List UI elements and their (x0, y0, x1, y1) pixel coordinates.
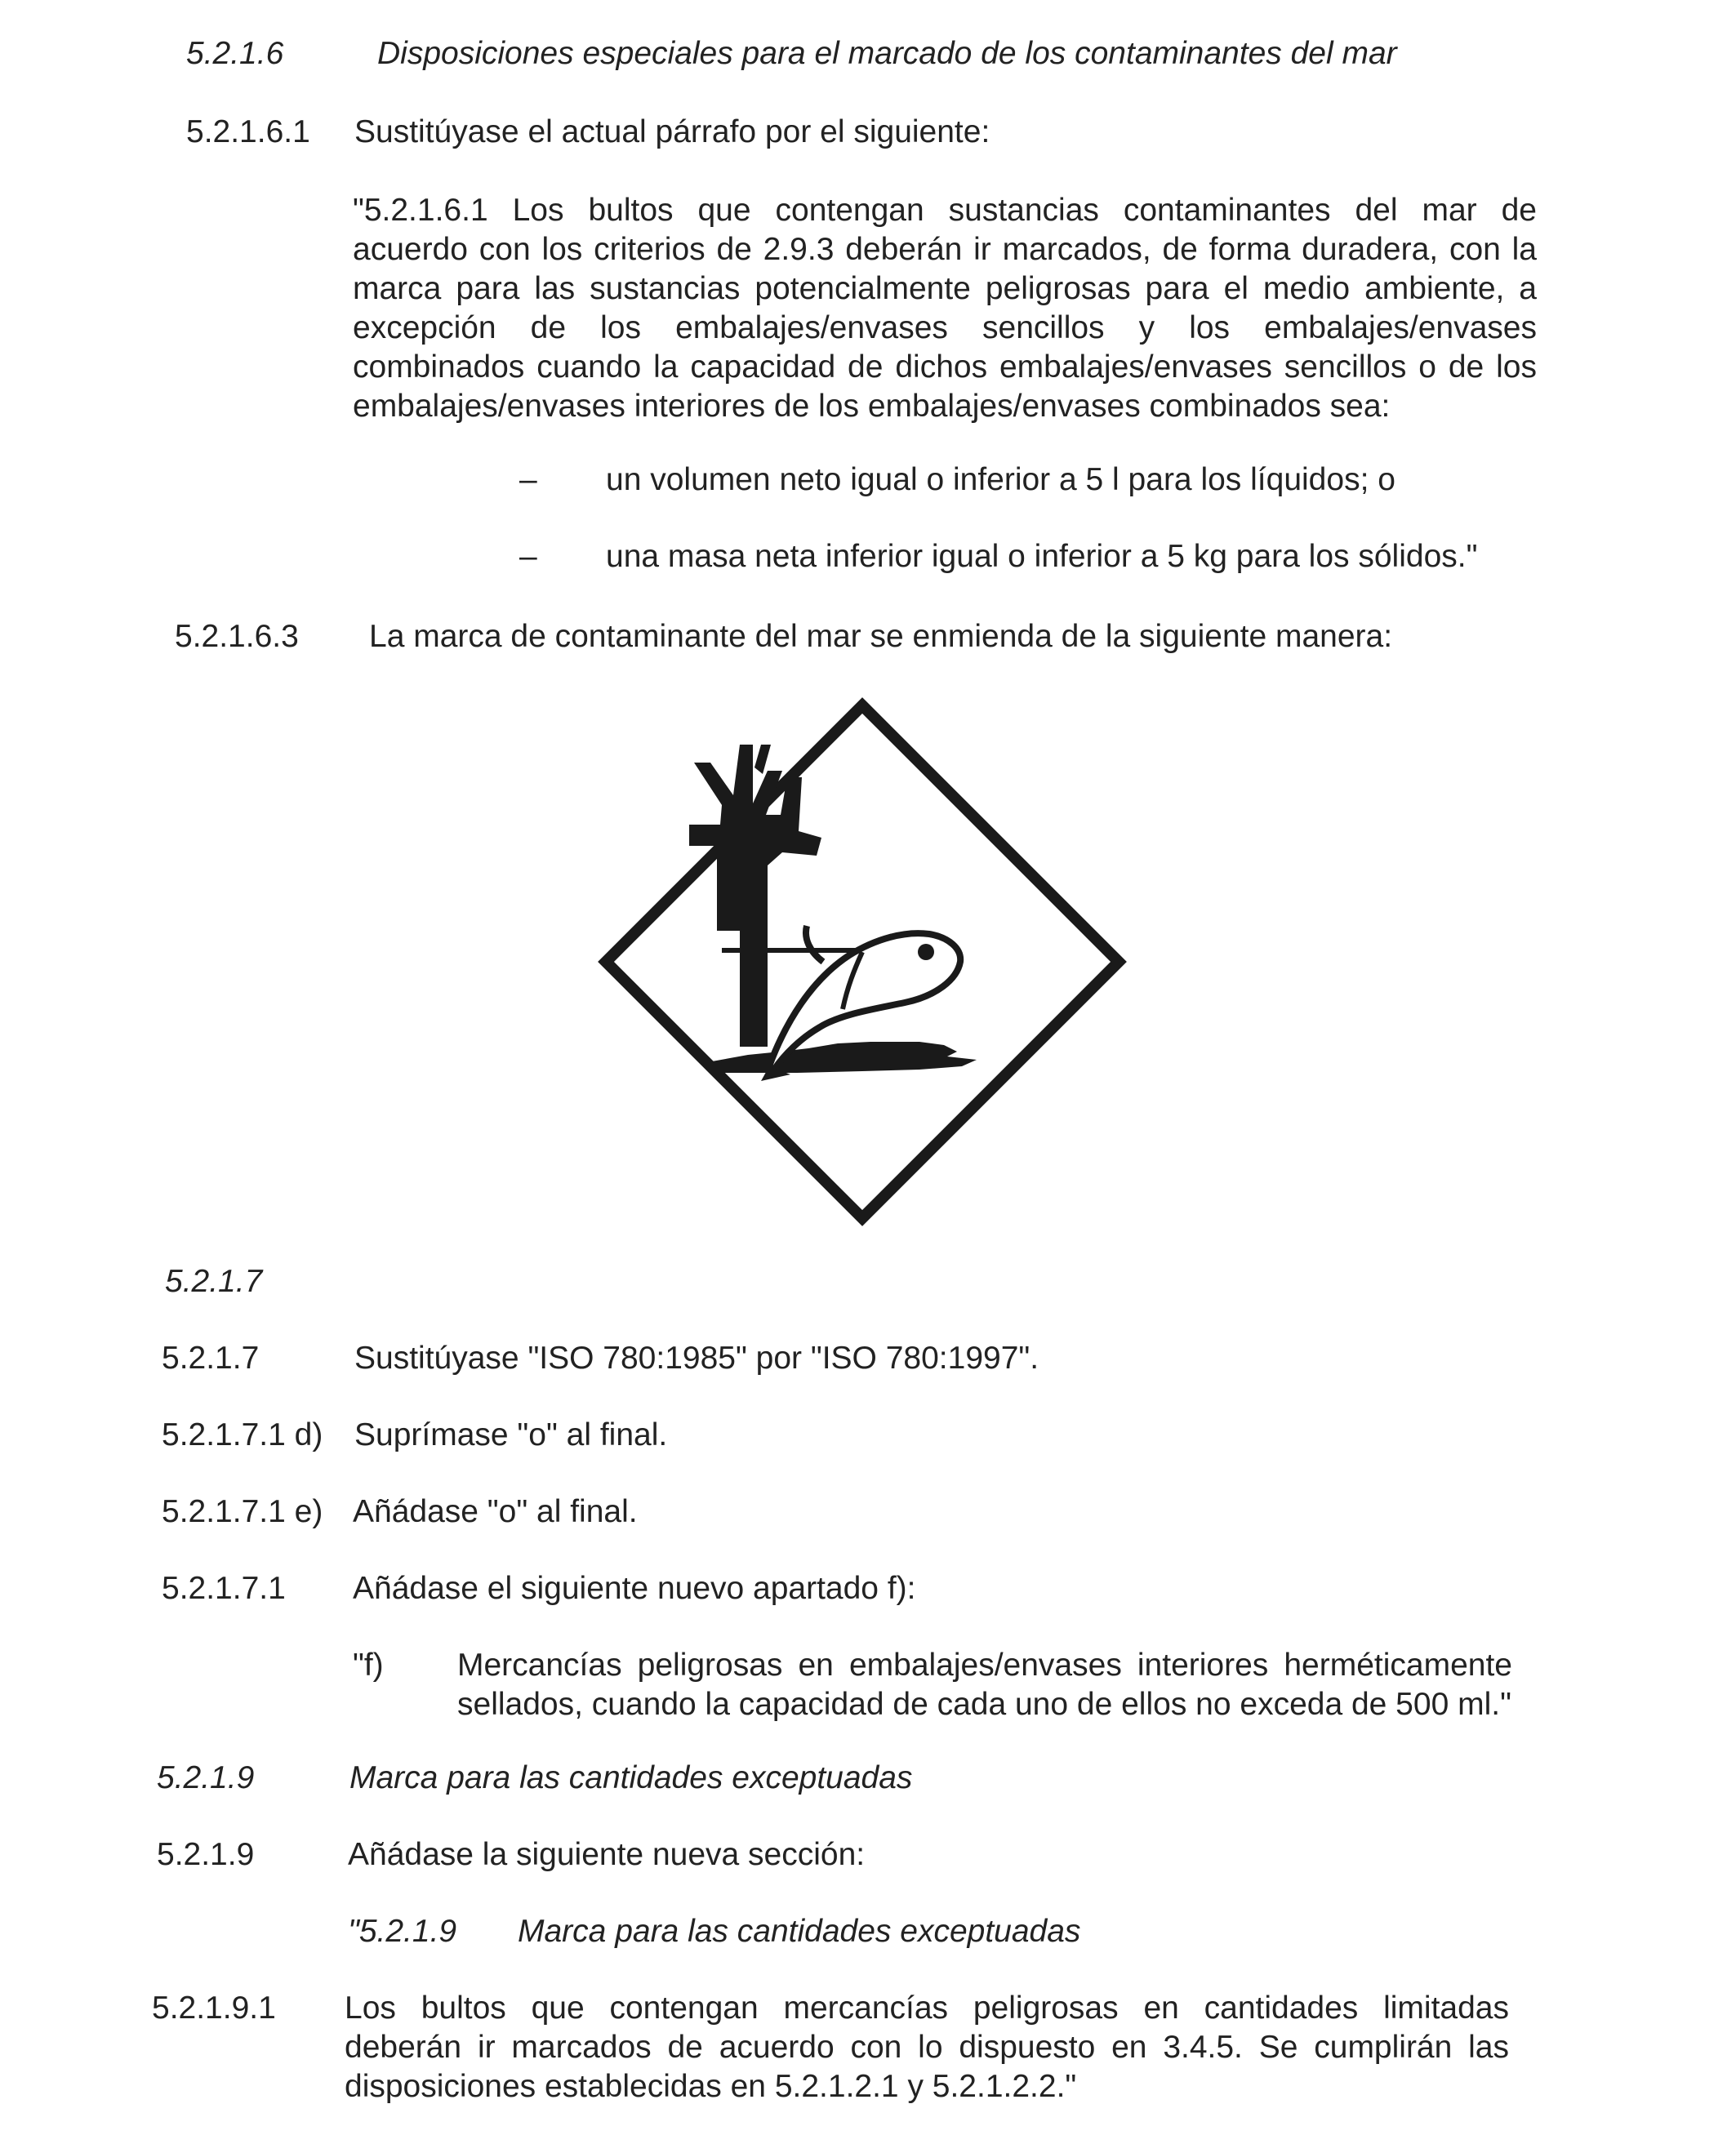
section-title-5-2-1-6: Disposiciones especiales para el marcado de los contaminantes del mar (377, 36, 1397, 71)
instruction-text: La marca de contaminante del mar se enmienda de la siguiente manera: (369, 619, 1393, 654)
dash-bullet: – (519, 539, 537, 574)
section-number-5-2-1-7-1-d: 5.2.1.7.1 d) (162, 1417, 323, 1452)
instruction-text: Sustitúyase "ISO 780:1985" por "ISO 780:1997". (354, 1341, 1039, 1376)
quote-line: excepción de los embalajes/envases sencillos y los embalajes/envases (353, 310, 1537, 345)
quote-line: acuerdo con los criterios de 2.9.3 deberán ir marcados, de forma duradera, con la (353, 232, 1537, 267)
section-number-5-2-1-6: 5.2.1.6 (186, 36, 284, 71)
section-number-5-2-1-6-1: 5.2.1.6.1 (186, 114, 310, 149)
item-label-f: "f) (353, 1648, 384, 1683)
quoted-section-title: Marca para las cantidades exceptuadas (518, 1914, 1081, 1949)
paragraph-line: Los bultos que contengan mercancías peligrosas en cantidades limitadas (345, 1991, 1509, 2026)
quote-line: combinados cuando la capacidad de dichos embalajes/envases sencillos o de los (353, 349, 1537, 385)
section-number-5-2-1-7-heading: 5.2.1.7 (165, 1264, 263, 1299)
paragraph-line: disposiciones establecidas en 5.2.1.2.1 y 5.2.1.2.2." (345, 2069, 1077, 2104)
quoted-paragraph (353, 191, 1537, 426)
dash-bullet: – (519, 462, 537, 497)
quoted-section-number: "5.2.1.9 (348, 1914, 457, 1949)
instruction-text: Sustitúyase el actual párrafo por el siguiente: (354, 114, 990, 149)
bullet-item: una masa neta inferior igual o inferior a 5 kg para los sólidos." (606, 539, 1478, 574)
quote-line: "5.2.1.6.1 Los bultos que contengan sustancias contaminantes del mar de (353, 193, 1537, 228)
section-number-5-2-1-7: 5.2.1.7 (162, 1341, 260, 1376)
section-number-5-2-1-7-1: 5.2.1.7.1 (162, 1571, 286, 1606)
item-f-text (457, 1646, 1512, 1724)
section-number-5-2-1-7-1-e: 5.2.1.7.1 e) (162, 1494, 323, 1529)
quote-line: embalajes/envases interiores de los embalajes/envases combinados sea: (353, 389, 1391, 424)
marine-pollutant-mark-icon (593, 692, 1132, 1231)
instruction-text: Suprímase "o" al final. (354, 1417, 668, 1452)
section-title-5-2-1-9: Marca para las cantidades exceptuadas (349, 1760, 913, 1795)
section-number-5-2-1-9-1: 5.2.1.9.1 (152, 1991, 276, 2026)
item-f-line: Mercancías peligrosas en embalajes/envases interiores herméticamente (457, 1648, 1512, 1683)
instruction-text: Añádase "o" al final. (353, 1494, 638, 1529)
section-number-5-2-1-6-3: 5.2.1.6.3 (175, 619, 299, 654)
instruction-text: Añádase la siguiente nueva sección: (348, 1837, 866, 1872)
quote-line: marca para las sustancias potencialmente peligrosas para el medio ambiente, a (353, 271, 1537, 306)
bullet-item: un volumen neto igual o inferior a 5 l para los líquidos; o (606, 462, 1395, 497)
section-5-2-1-9-1-text (345, 1989, 1509, 2106)
section-number-5-2-1-9: 5.2.1.9 (157, 1837, 255, 1872)
fish-eye (918, 944, 934, 960)
section-number-5-2-1-9-heading: 5.2.1.9 (157, 1760, 255, 1795)
instruction-text: Añádase el siguiente nuevo apartado f): (353, 1571, 916, 1606)
paragraph-line: deberán ir marcados de acuerdo con lo dispuesto en 3.4.5. Se cumplirán las (345, 2030, 1509, 2065)
item-f-line: sellados, cuando la capacidad de cada uno de ellos no exceda de 500 ml." (457, 1687, 1511, 1722)
